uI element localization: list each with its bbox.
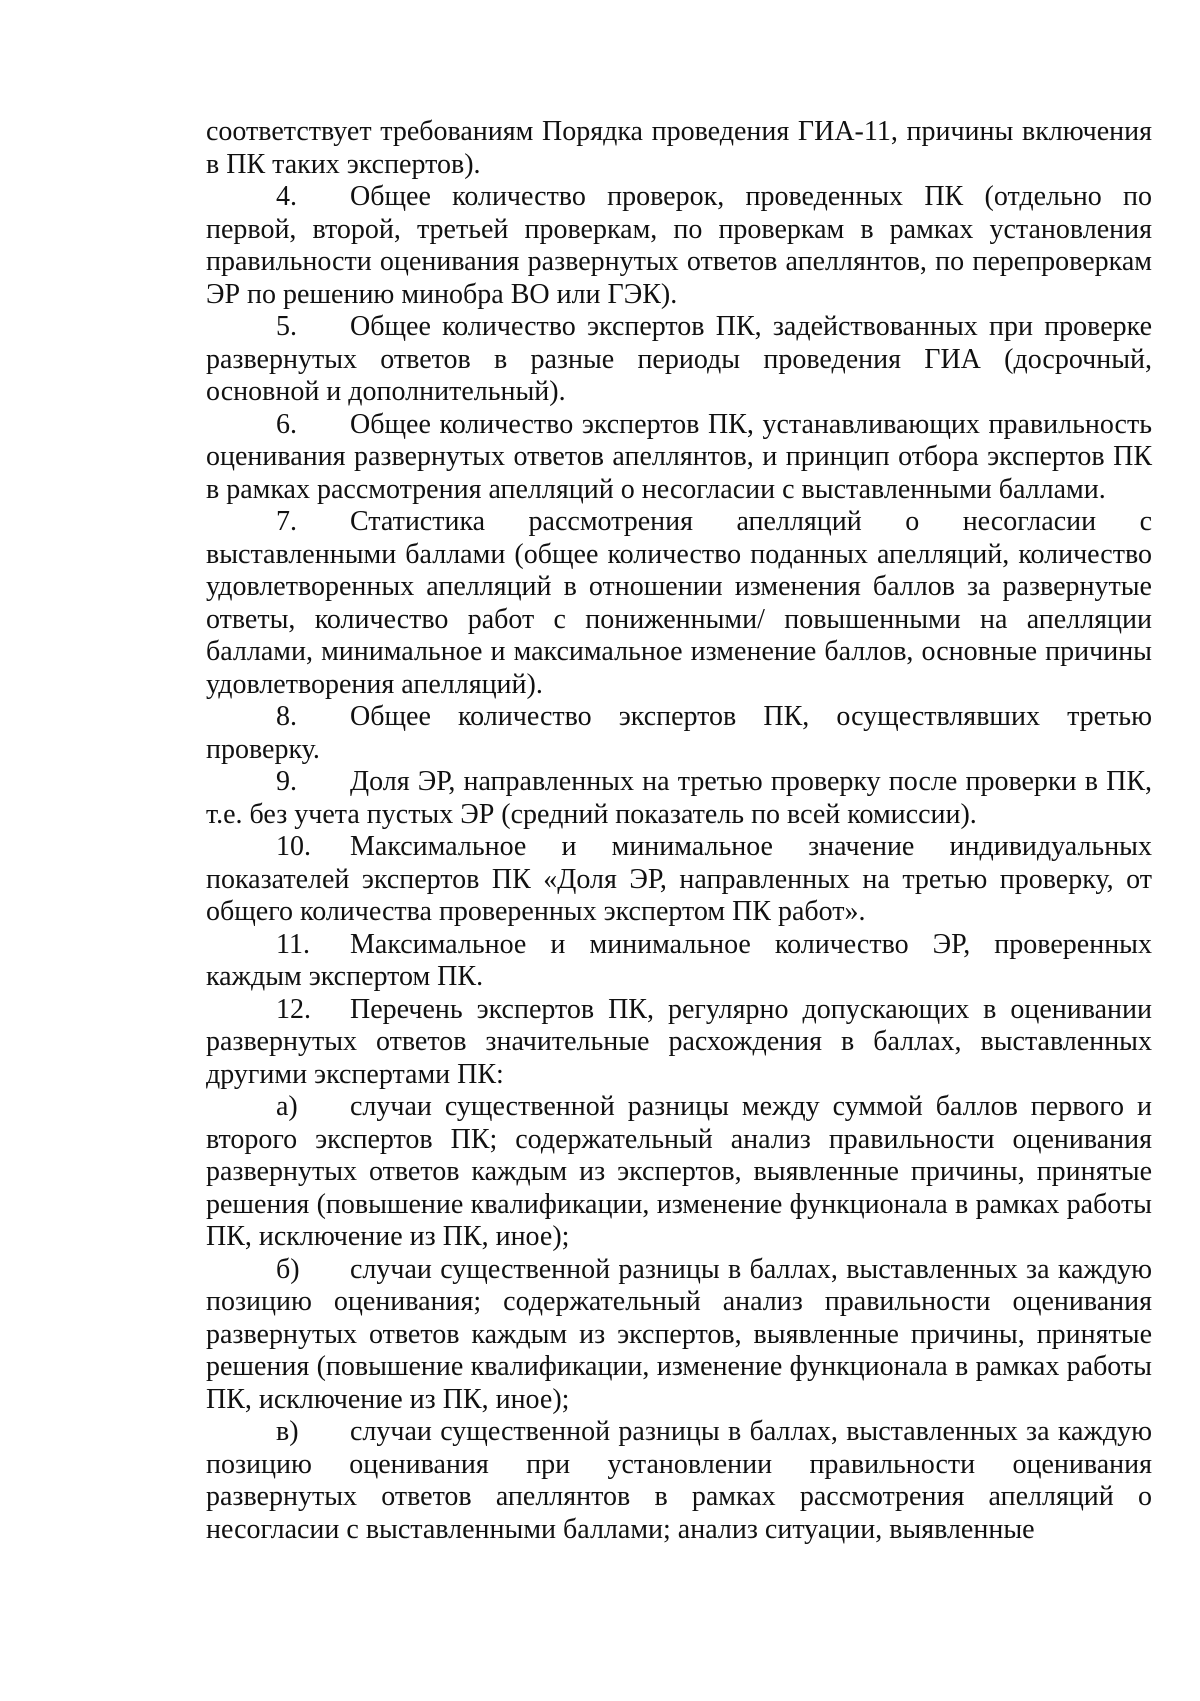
paragraph-item-6 <box>206 409 1152 507</box>
paragraph-item-8 <box>206 701 1152 766</box>
paragraph-text: Максимальное и минимальное количество ЭР, проверенных каждым экспертом ПК. <box>206 928 1152 992</box>
paragraph-number: 10. <box>276 831 311 862</box>
paragraph-item-11 <box>206 929 1152 994</box>
paragraph-item-4 <box>206 181 1152 311</box>
paragraph-item-7 <box>206 506 1152 701</box>
paragraph-text: Общее количество экспертов ПК, задействованных при проверке развернутых ответов в разные периоды проведения ГИА (досрочный, основной и дополнительный). <box>206 311 1152 407</box>
document-body <box>206 116 1152 1546</box>
paragraph-text: Максимальное и минимальное значение индивидуальных показателей экспертов ПК «Доля ЭР, направленных на третью проверку, от общего количества проверенных экспертом ПК работ». <box>206 831 1152 927</box>
paragraph-text: Доля ЭР, направленных на третью проверку после проверки в ПК, т.е. без учета пустых ЭР (средний показатель по всей комиссии). <box>206 766 1152 830</box>
paragraph-number: 4. <box>276 181 297 212</box>
paragraph-text: Общее количество проверок, проведенных ПК (отдельно по первой, второй, третьей проверкам, по проверкам в рамках установления правильности оценивания развернутых ответов апеллянтов, по перепроверкам ЭР по решению минобра ВО или ГЭК). <box>206 181 1152 310</box>
paragraph-number: а) <box>276 1091 298 1122</box>
paragraph-subitem-a <box>206 1091 1152 1254</box>
paragraph-number: 9. <box>276 766 297 797</box>
paragraph-number: 5. <box>276 311 297 342</box>
paragraph-text: случаи существенной разницы между суммой баллов первого и второго экспертов ПК; содержательный анализ правильности оценивания развернутых ответов каждым из экспертов, выявленные причины, принятые решения (повышение квалификации, изменение функционала в рамках работы ПК, исключение из ПК, иное); <box>206 1091 1152 1252</box>
paragraph-text: Статистика рассмотрения апелляций о несогласии с выставленными баллами (общее количество поданных апелляций, количество удовлетворенных апелляций в отношении изменения баллов за развернутые ответы, количество работ с пониженными/ повышенными на апелляции баллами, минимальное и максимальное изменение баллов, основные причины удовлетворения апелляций). <box>206 506 1152 700</box>
paragraph-text: Общее количество экспертов ПК, осуществлявших третью проверку. <box>206 701 1152 765</box>
paragraph-number: 11. <box>276 928 310 960</box>
paragraph-number: 12. <box>276 993 311 1025</box>
paragraph-text: Общее количество экспертов ПК, устанавливающих правильность оценивания развернутых ответов апеллянтов, и принцип отбора экспертов ПК в рамках рассмотрения апелляций о несогласии с выставленными баллами. <box>206 408 1152 505</box>
paragraph-number: 7. <box>276 506 297 537</box>
paragraph-text: случаи существенной разницы в баллах, выставленных за каждую позицию оценивания при установлении правильности оценивания развернутых ответов апеллянтов в рамках рассмотрения апелляций о несогласии с выставленными баллами; анализ ситуации, выявленные <box>206 1416 1152 1545</box>
paragraph-number: б) <box>276 1253 300 1285</box>
paragraph-subitem-b <box>206 1254 1152 1417</box>
paragraph-number: в) <box>276 1416 299 1447</box>
paragraph-text: Перечень экспертов ПК, регулярно допускающих в оценивании развернутых ответов значительные расхождения в баллах, выставленных другими экспертами ПК: <box>206 993 1152 1090</box>
paragraph-item-5 <box>206 311 1152 409</box>
paragraph-item-10 <box>206 831 1152 929</box>
paragraph-number: 8. <box>276 701 297 732</box>
paragraph-number: 6. <box>276 408 297 440</box>
paragraph-item-12 <box>206 994 1152 1092</box>
paragraph-text: соответствует требованиям Порядка проведения ГИА-11, причины включения в ПК таких экспертов). <box>206 116 1152 180</box>
paragraph-text: случаи существенной разницы в баллах, выставленных за каждую позицию оценивания; содержательный анализ правильности оценивания развернутых ответов каждым из экспертов, выявленные причины, принятые решения (повышение квалификации, изменение функционала в рамках работы ПК, исключение из ПК, иное); <box>206 1253 1152 1415</box>
paragraph-subitem-v <box>206 1416 1152 1546</box>
paragraph-continuation <box>206 116 1152 181</box>
paragraph-item-9 <box>206 766 1152 831</box>
